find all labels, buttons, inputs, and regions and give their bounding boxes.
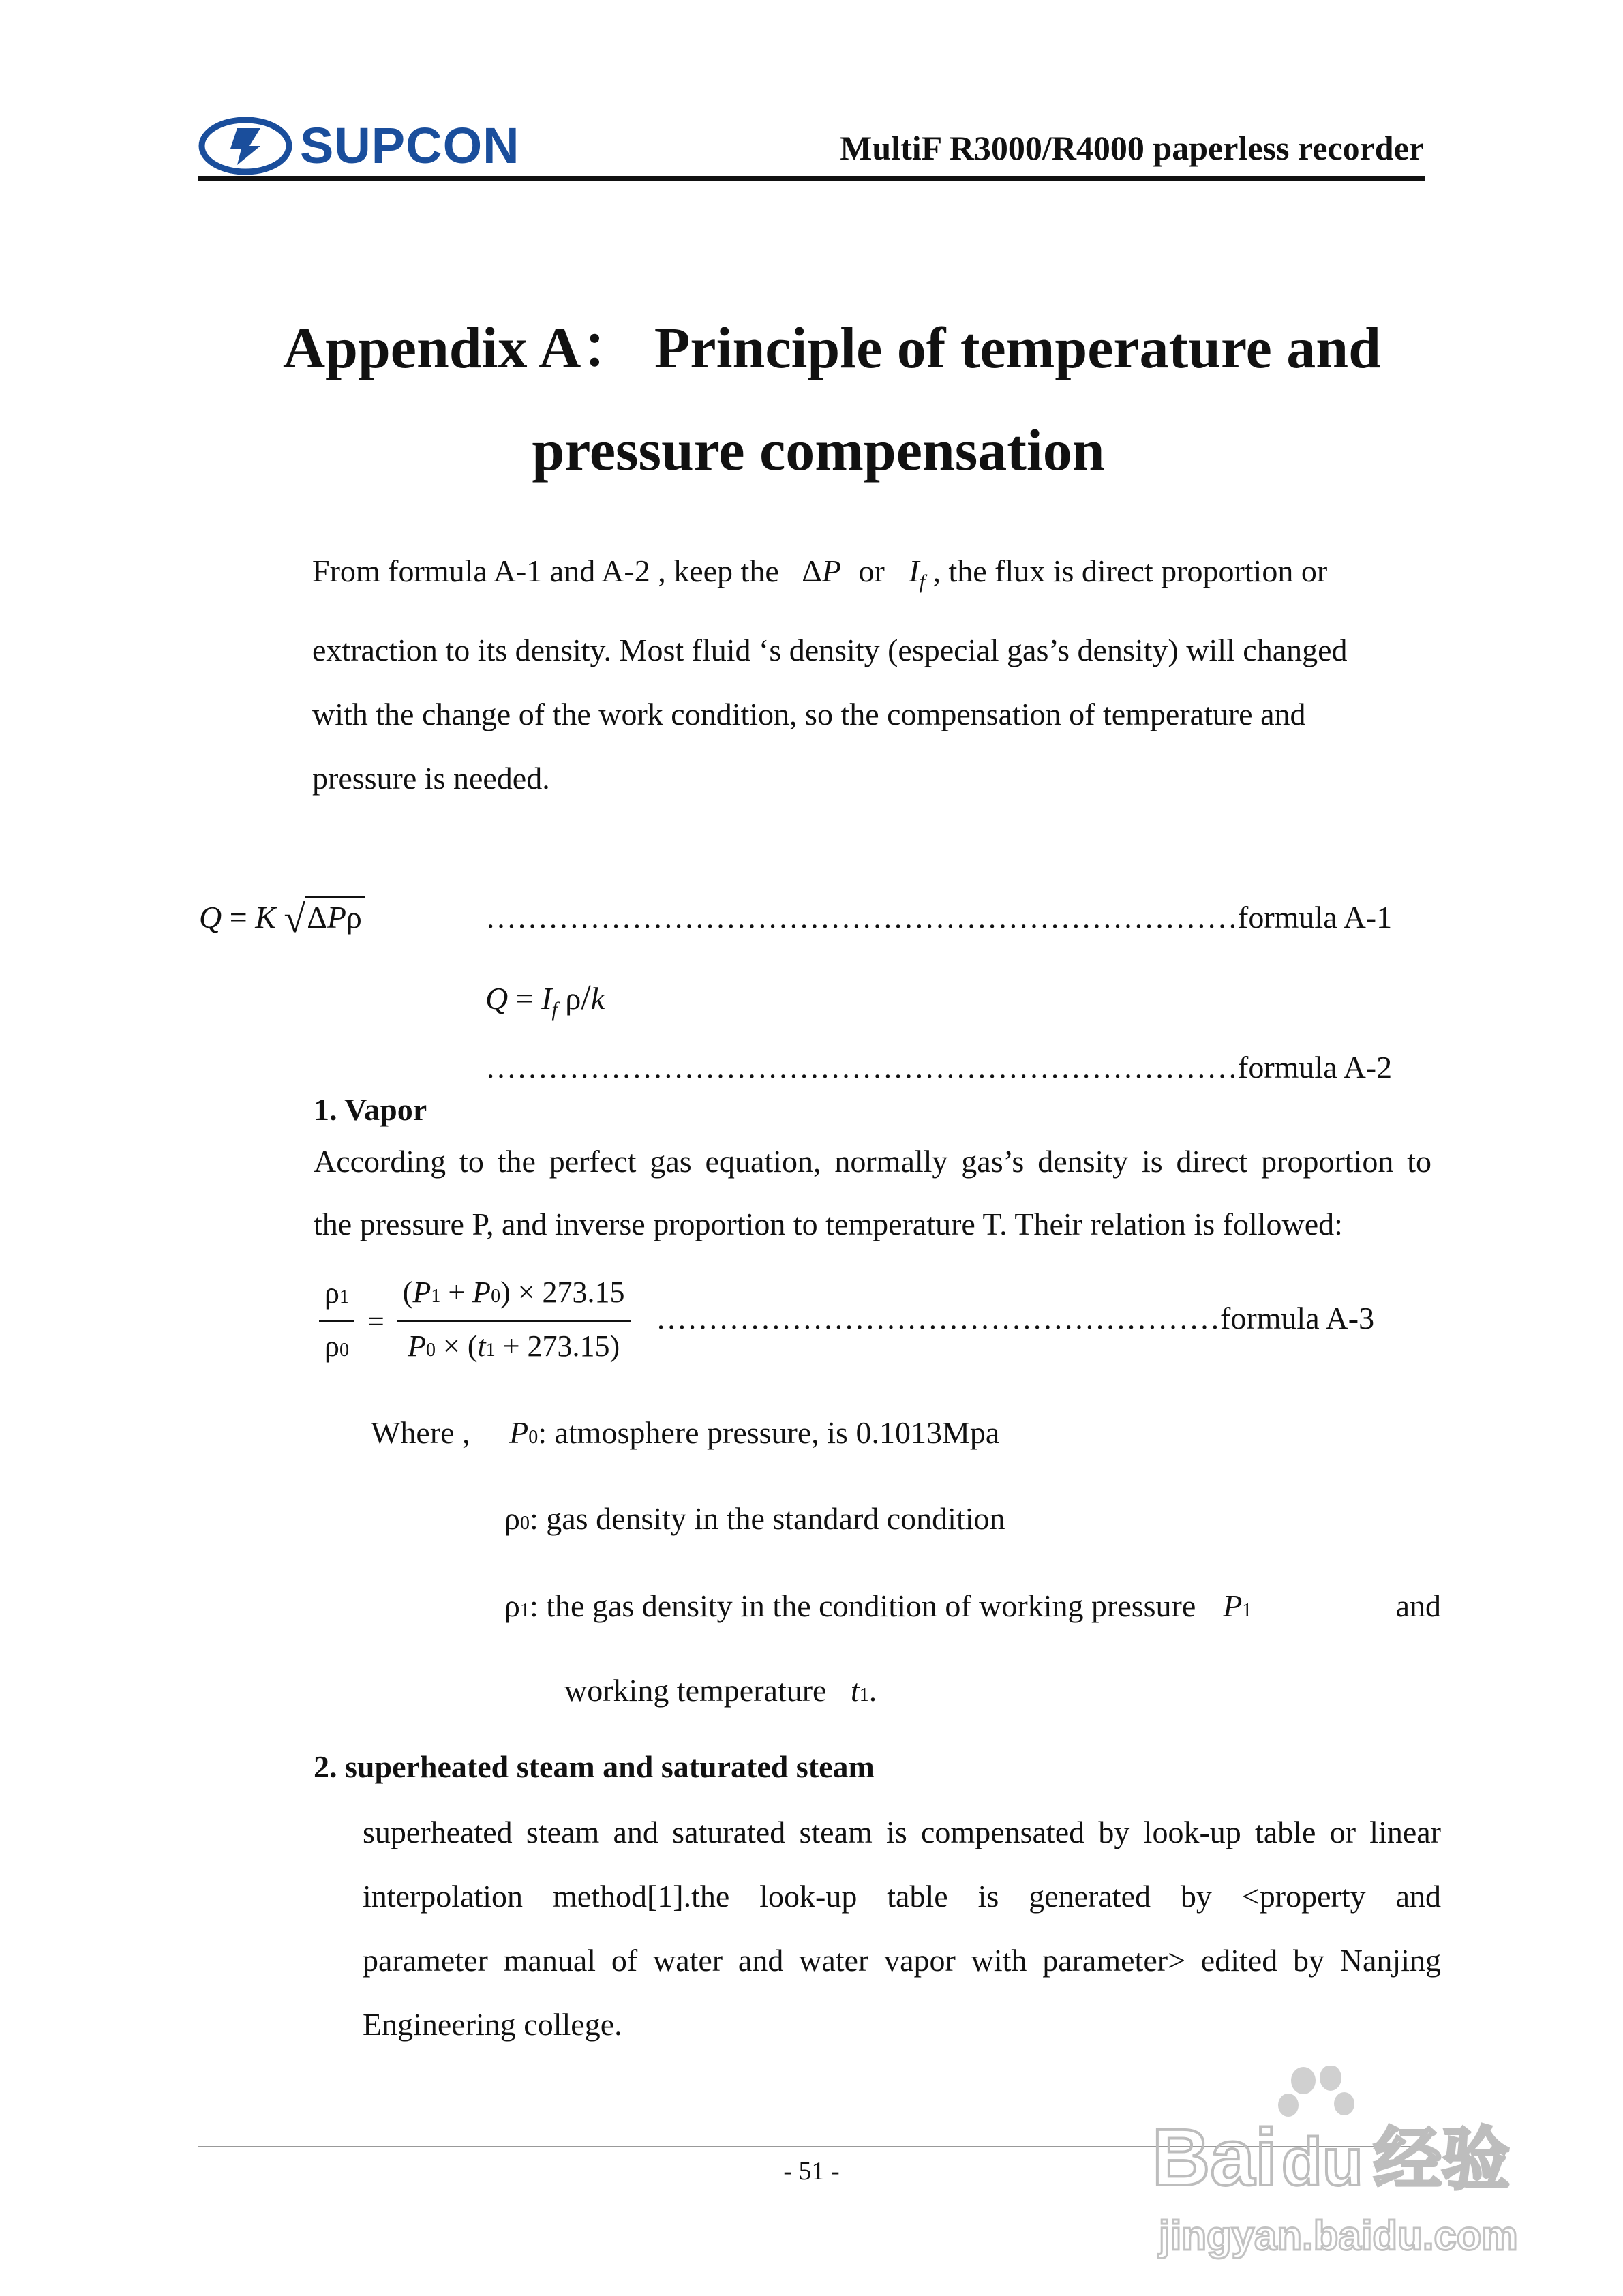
constant: 273.15: [542, 1275, 625, 1309]
leader-dots: ………………………………………………………………: [485, 1050, 1238, 1085]
p1-symbol: P1: [1223, 1588, 1252, 1623]
where-p0-line: [371, 1413, 999, 1458]
section-2-line-3: parameter manual of water and water vapor with parameter> edited by Nanjing: [363, 1943, 1441, 1978]
formula-a1-label: formula A-1: [1238, 900, 1393, 935]
section-2-line-2: interpolation method[1].the look-up table is generated by <property and: [363, 1879, 1441, 1914]
watermark-du-text: du: [1281, 2124, 1363, 2199]
formula-a1-leader: [485, 897, 1392, 938]
where-rho0-line: [504, 1498, 1005, 1544]
p0-description: : atmosphere pressure, is 0.1013Mpa: [538, 1415, 1000, 1450]
if-symbol: $I_f$: [909, 554, 925, 594]
intro-text: From formula A-1 and A-2 , keep the: [312, 554, 779, 588]
p0-symbol: P0: [509, 1415, 539, 1450]
rho1-symbol: ρ1: [504, 1588, 530, 1623]
where-rho1-line-2: working temperature t1.: [564, 1673, 877, 1708]
rho0-description: : gas density in the standard condition: [529, 1501, 1005, 1536]
intro-text: , the flux is direct proportion or: [932, 554, 1328, 588]
logo-wordmark: SUPCON: [300, 117, 520, 174]
intro-or: or: [858, 554, 885, 588]
header-title: MultiF R3000/R4000 paperless recorder: [840, 129, 1424, 167]
formula-a1-expression: Q = K √ΔPρ: [199, 897, 365, 939]
leader-dots: ………………………………………………: [656, 1301, 1220, 1335]
page-number: - 51 -: [783, 2157, 840, 2186]
leader-dots: ………………………………………………………………: [485, 900, 1238, 935]
where-rho1-line: [504, 1586, 1441, 1631]
formula-a2-expression: $Q = I_f$ ρ/k: [485, 978, 605, 1021]
pressure-temperature-ratio: $\frac{(P1 + P0) \times 273.15}{P0 \times (t1 + 273.15)}$: [397, 1272, 631, 1371]
formula-a3-expression: $\frac{\rho 1}{\rho 0}$ = $\frac{(P1 + P0) \times 273.15}{P0 \times (t1 + 273.15)}$: [319, 1272, 631, 1371]
formula-a3-label: formula A-3: [1220, 1301, 1375, 1335]
section-2-line-4: Engineering college.: [363, 2007, 622, 2042]
rho1-description-cont: working temperature: [564, 1673, 827, 1708]
intro-line-2: extraction to its density. Most fluid ‘s density (especial gas’s density) will changed: [312, 633, 1348, 667]
formula-a3-leader: [656, 1298, 1374, 1339]
header-rule: [198, 176, 1425, 181]
intro-line-3: with the change of the work condition, so the compensation of temperature and: [312, 697, 1306, 731]
intro-line-4: pressure is needed.: [312, 761, 550, 796]
page-title-line-2: pressure compensation: [532, 417, 1105, 483]
section-2-line-1: superheated steam and saturated steam is compensated by look-up table or linear: [363, 1815, 1441, 1849]
and-word: and: [1395, 1588, 1441, 1623]
delta-p-symbol: ΔP: [802, 554, 841, 588]
page-title-line-1: Appendix A： Principle of temperature and: [283, 315, 1381, 380]
rho-ratio: $\frac{\rho 1}{\rho 0}$: [319, 1273, 354, 1371]
baidu-jingyan-watermark: [1145, 2066, 1527, 2263]
section-1-para-line-2: the pressure P, and inverse proportion to temperature T. Their relation is followed:: [314, 1207, 1343, 1241]
intro-line-1: [312, 551, 1327, 603]
section-1-para-line-1: According to the perfect gas equation, normally gas’s density is direct proportion to: [314, 1144, 1431, 1179]
formula-a2-leader: [485, 1047, 1392, 1088]
where-label: Where ,: [371, 1415, 470, 1450]
section-1-heading: 1. Vapor: [314, 1092, 427, 1127]
rho0-symbol: ρ0: [504, 1501, 530, 1536]
formula-a2-label: formula A-2: [1238, 1050, 1393, 1085]
rho1-description: : the gas density in the condition of working pressure: [529, 1588, 1196, 1623]
watermark-bai-text: Bai: [1152, 2113, 1277, 2203]
constant: 273.15: [527, 1329, 610, 1363]
watermark-jingyan-cn: 经验: [1374, 2119, 1510, 2199]
section-2-heading: 2. superheated steam and saturated steam: [314, 1749, 875, 1784]
t1-symbol: t1: [850, 1673, 869, 1708]
watermark-url: jingyan.baidu.com: [1159, 2213, 1518, 2259]
